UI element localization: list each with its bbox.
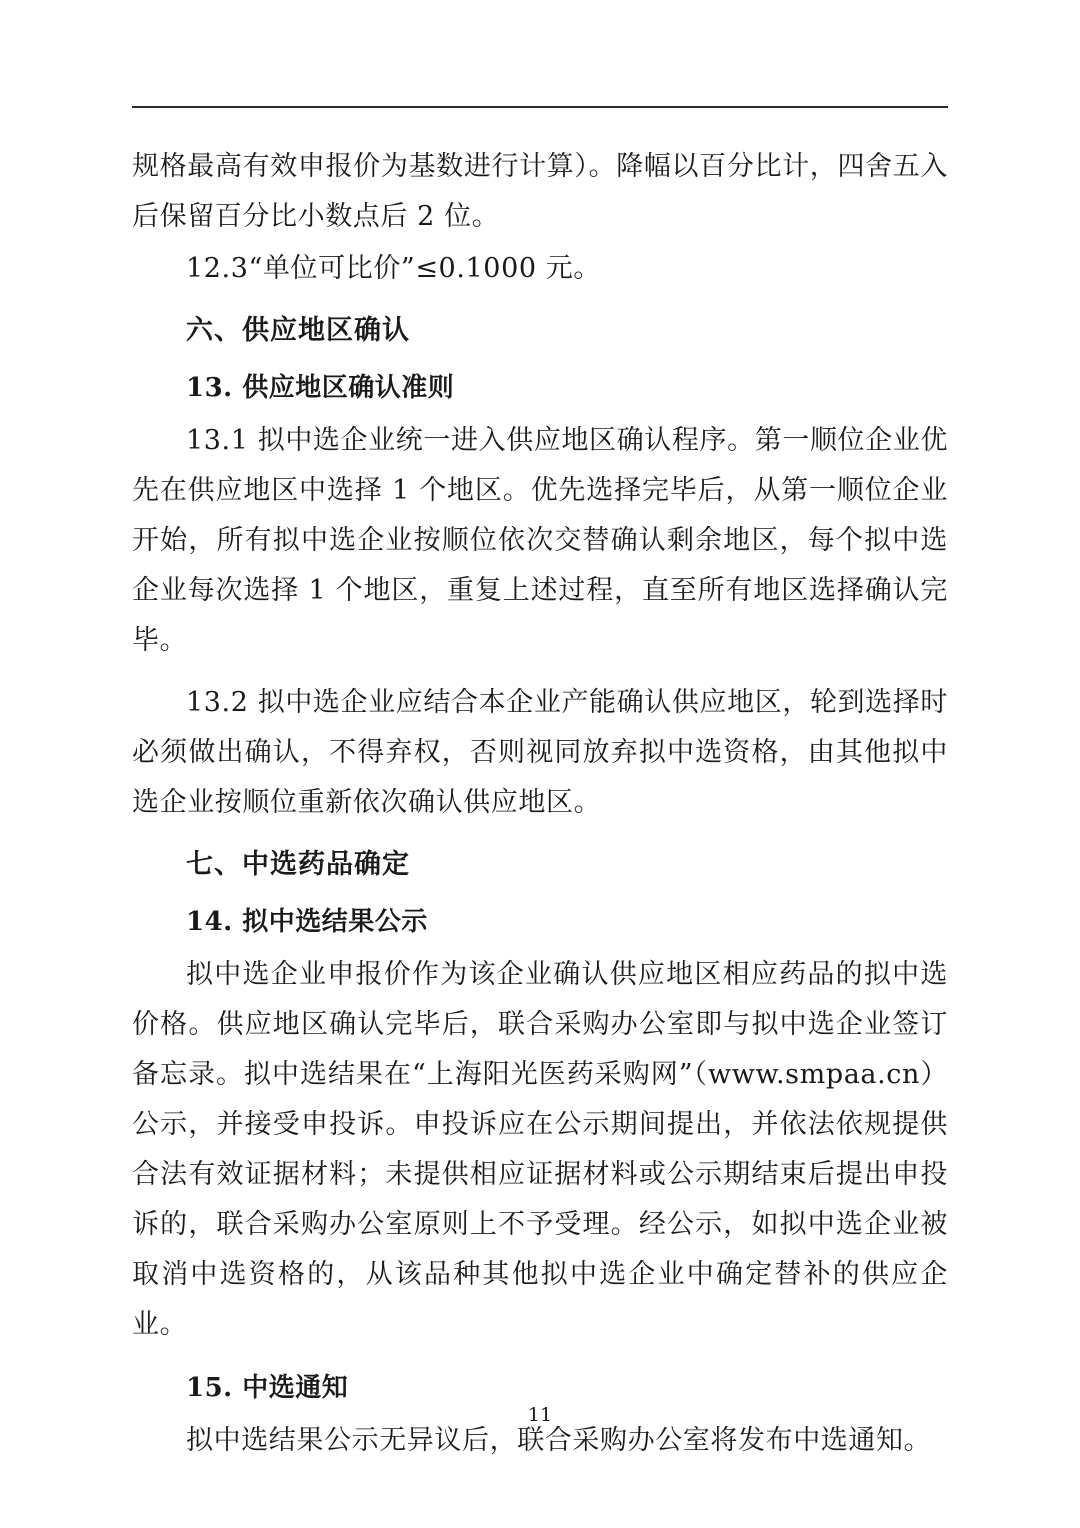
header-divider: [132, 106, 948, 108]
clause-12-3: 12.3“单位可比价”≤0.1000 元。: [186, 253, 602, 284]
clause-13-2: 13.2 拟中选企业应结合本企业产能确认供应地区，轮到选择时必须做出确认，不得弃权，否则视同放弃拟中选资格，由其他拟中选企业按顺位重新依次确认供应地区。: [132, 687, 948, 818]
page-content: [132, 96, 948, 1468]
heading-15: 15. 中选通知: [186, 1373, 349, 1403]
clause-13-1: 13.1 拟中选企业统一进入供应地区确认程序。第一顺位企业优先在供应地区中选择 1 个地区。优先选择完毕后，从第一顺位企业开始，所有拟中选企业按顺位依次交替确认剩余地区，每个拟中选企业每次选择 1 个地区，重复上述过程，直至所有地区选择确认完毕。: [132, 425, 948, 656]
section-heading-six: 六、供应地区确认: [186, 315, 410, 346]
page-number: 11: [527, 1404, 553, 1426]
clause-15-body: 拟中选结果公示无异议后，联合采购办公室将发布中选通知。: [186, 1425, 932, 1456]
heading-13: 13. 供应地区确认准则: [186, 373, 455, 403]
heading-14: 14. 拟中选结果公示: [186, 907, 428, 937]
running-head: [132, 96, 948, 106]
section-heading-seven: 七、中选药品确定: [186, 849, 410, 880]
clause-14-body: 拟中选企业申报价作为该企业确认供应地区相应药品的拟中选价格。供应地区确认完毕后，联合采购办公室即与拟中选企业签订备忘录。拟中选结果在“上海阳光医药采购网”（www.smpaa.cn）公示，并接受申投诉。申投诉应在公示期间提出，并依法依规提供合法有效证据材料；未提供相应证据材料或公示期结束后提出申投诉的，联合采购办公室原则上不予受理。经公示，如拟中选企业被取消中选资格的，从该品种其他拟中选企业中确定替补的供应企业。: [132, 959, 948, 1340]
paragraph-continued: 规格最高有效申报价为基数进行计算）。降幅以百分比计，四舍五入后保留百分比小数点后 2 位。: [132, 151, 948, 232]
